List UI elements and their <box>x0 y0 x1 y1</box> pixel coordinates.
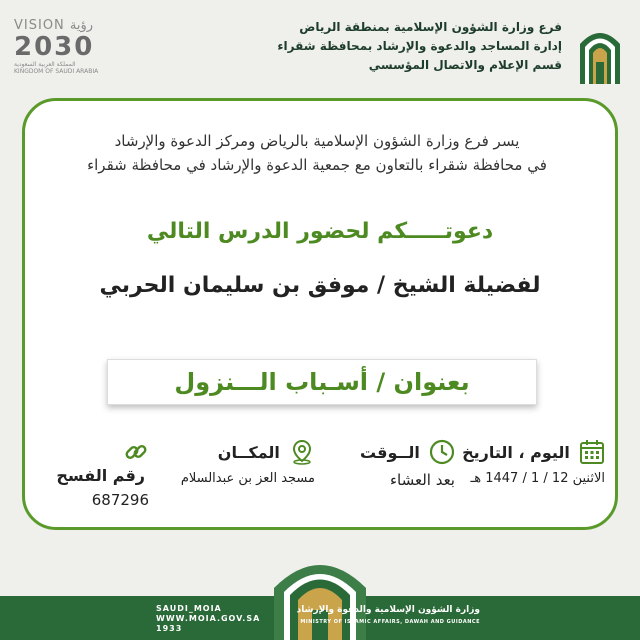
date-value: الاثنين 12 / 1 / 1447 هـ <box>470 471 605 486</box>
link-icon <box>123 439 149 465</box>
header <box>0 8 640 88</box>
intro-line-1: يسر فرع وزارة الشؤون الإسلامية بالرياض ومركز الدعوة والإرشاد <box>114 132 520 150</box>
footer-website[interactable]: WWW.MOIA.GOV.SA <box>156 614 261 623</box>
header-line-2: إدارة المساجد والدعوة والإرشاد بمحافظة شقراء <box>277 39 562 53</box>
intro-line-2: في محافظة شقراء بالتعاون مع جمعية الدعوة والإرشاد في محافظة شقراء <box>87 156 547 174</box>
lesson-title: بعنوان / أسـباب الـــنزول <box>107 359 537 405</box>
time-info <box>305 439 455 489</box>
permit-info <box>39 439 149 509</box>
place-label: المكــان <box>217 442 280 462</box>
invitation-card <box>22 98 618 530</box>
vision-sub-en: KINGDOM OF SAUDI ARABIA <box>14 68 99 75</box>
location-pin-icon <box>289 439 315 465</box>
header-line-3: قسم الإعلام والاتصال المؤسسي <box>368 58 562 72</box>
place-value: مسجد العز بن عبدالسلام <box>180 471 315 486</box>
vision-number: 2030 <box>14 32 95 62</box>
calendar-icon <box>579 439 605 465</box>
date-label: اليوم ، التاريخ <box>462 442 570 462</box>
sheikh-name: لفضيلة الشيخ / موفق بن سليمان الحربي <box>99 273 541 298</box>
ministry-emblem-icon <box>576 22 624 86</box>
time-value: بعد العشاء <box>389 471 455 489</box>
header-line-1: فرع وزارة الشؤون الإسلامية بمنطقة الرياض <box>299 20 562 34</box>
date-info <box>455 439 605 486</box>
permit-label: رقم الفسح <box>56 466 145 485</box>
vision-2030-logo <box>14 18 110 82</box>
vision-title: VISION رؤية <box>14 18 94 33</box>
invite-heading: دعوتـــــكم لحضور الدرس التالي <box>146 219 494 244</box>
footer-ministry <box>297 604 480 628</box>
footer-ministry-ar: وزارة الشؤون الإسلامية والدعوة والإرشاد <box>296 605 480 615</box>
intro-text <box>49 129 585 177</box>
footer-contacts <box>156 604 260 634</box>
footer-phone: 1933 <box>156 624 183 633</box>
place-info <box>155 439 315 486</box>
header-text <box>277 18 562 75</box>
permit-value: 687296 <box>91 491 149 509</box>
time-label: الــوقت <box>360 442 420 462</box>
vision-sub-ar: المملكة العربية السعودية <box>14 61 76 68</box>
footer-handle[interactable]: SAUDI_MOIA <box>156 604 222 613</box>
footer-ministry-en: MINISTRY OF ISLAMIC AFFAIRS, DAWAH AND GUIDANCE <box>300 619 480 625</box>
clock-icon <box>429 439 455 465</box>
